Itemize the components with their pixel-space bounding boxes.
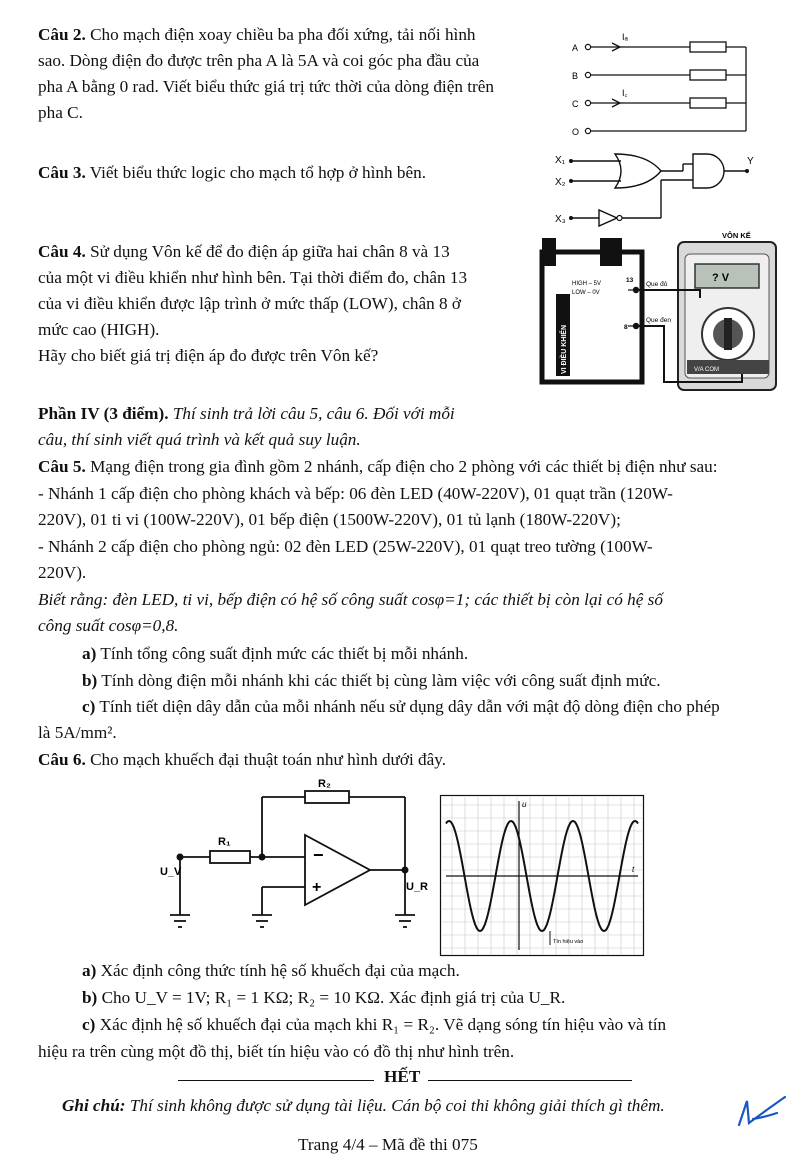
phase-a-label: A [572,43,579,53]
phase-b-label: B [572,71,579,81]
q4-line-2: của một vi điều khiển như hình bên. Tại thời điểm đo, chân 13 [38,268,468,287]
three-phase-circuit-figure [560,25,760,145]
meter-title: VÔN KẾ [722,231,751,240]
q2-line-2: sao. Dòng điện đo được trên pha A là 5A và coi góc pha đầu của [38,51,480,70]
u-axis-label: u [522,800,527,809]
q5-label: Câu 5. [38,457,86,476]
end-marker: HẾT [384,1067,421,1086]
red-probe-label: Que đỏ [646,281,668,288]
end-divider-right [428,1080,632,1081]
q6-c-text: Xác định hệ số khuếch đại của mạch khi R₁ = R₂. Vẽ dạng sóng tín hiệu vào và tín [99,1015,667,1034]
part4-label: Phần IV (3 điểm). [38,404,169,423]
q5-item-c [82,694,720,720]
q5-a-text: Tính tổng công suất định mức các thiết bị mỗi nhánh. [100,644,469,663]
current-ic-label: I꜀ [622,88,628,98]
q3-line [38,160,426,186]
q4-line-5: Hãy cho biết giá trị điện áp đo được trên Vôn kế? [38,346,379,365]
input-signal-graph [440,795,645,957]
q3-label: Câu 3. [38,163,86,182]
current-ia-label: Iₐ [622,32,628,42]
q6-item-a [82,958,460,984]
neutral-label: O [572,127,580,137]
q5-b-text: Tính dòng điện mỗi nhánh khi các thiết bị cùng làm việc với công suất định mức. [101,671,661,690]
q3-text: Viết biểu thức logic cho mạch tổ hợp ở hình bên. [89,163,427,182]
q5-first: Mạng điện trong gia đình gồm 2 nhánh, cấp điện cho 2 phòng với các thiết bị điện như sau: [90,457,718,476]
meter-display: ? V [712,272,730,284]
pin-8-label: 8 [624,324,628,331]
q5-line-3: 220V), 01 ti vi (100W-220V), 01 bếp điện (1500W-220V), 01 tủ lạnh (180W-220V); [38,510,621,529]
q6-item-b [82,985,565,1011]
q2-line-1 [38,22,476,48]
q6-item-c [82,1012,666,1038]
r2-label: R₂ [318,778,331,790]
part4-text-1: Thí sinh trả lời câu 5, câu 6. Đối với mỗi [172,404,455,423]
input-x1-label: X₁ [555,155,566,166]
q4-line-3: của vi điều khiển được lập trình ở mức thấp (LOW), chân 8 ở [38,294,461,313]
part4-line-2: câu, thí sinh viết quá trình và kết quả suy luận. [38,430,361,449]
q4-text-1: Sử dụng Vôn kế để đo điện áp giữa hai chân 8 và 13 [90,242,450,261]
signature-mark [735,1095,787,1131]
low-label: LOW – 0V [572,290,600,296]
mcu-label: VI ĐIỀU KHIỂN [561,324,568,374]
pin-13-label: 13 [626,277,634,284]
q4-line-4: mức cao (HIGH). [38,320,160,339]
op-amp-circuit-figure [150,775,435,950]
end-divider-left [178,1080,374,1081]
q5-a-label: a) [82,644,97,663]
phase-c-label: C [572,99,579,109]
q6-label: Câu 6. [38,750,86,769]
input-x2-label: X₂ [555,177,566,188]
svg-text:−: − [313,845,324,865]
q2-label: Câu 2. [38,25,86,44]
q4-line-1 [38,239,450,265]
q5-note-2: công suất cosφ=0,8. [38,616,179,635]
svg-text:+: + [312,879,322,896]
logic-circuit-figure [555,150,765,230]
input-x3-label: X₃ [555,214,566,225]
note-label: Ghi chú: [62,1096,126,1115]
black-probe-label: Que đen [646,317,671,324]
r1-label: R₁ [218,836,231,848]
note-text: Thí sinh không được sử dụng tài liệu. Cán bộ coi thi không giải thích gì thêm. [129,1096,665,1115]
q5-c-label: c) [82,697,96,716]
q5-line-4: - Nhánh 2 cấp điện cho phòng ngủ: 02 đèn LED (25W-220V), 01 quạt treo tường (100W- [38,537,653,556]
q6-a-label: a) [82,961,97,980]
t-axis-label: t [632,865,635,874]
q2-line-3: pha A bằng 0 rad. Viết biểu thức giá trị tức thời của dòng điện trên [38,77,494,96]
q6-b-text: Cho U_V = 1V; R₁ = 1 KΩ; R₂ = 10 KΩ. Xác định giá trị của U_R. [101,988,566,1007]
output-y-label: Y [747,156,754,167]
q5-line-1 [38,454,718,480]
uv-label: U_V [160,866,182,878]
voltmeter-microcontroller-figure [532,228,782,406]
ur-label: U_R [406,881,429,893]
q4-label: Câu 4. [38,242,86,261]
q5-c-text: Tính tiết diện dây dẫn của mỗi nhánh nếu sử dụng dây dẫn với mật độ dòng điện cho phép [99,697,720,716]
note-line [62,1093,665,1119]
q5-c-text-2: là 5A/mm². [38,723,117,742]
q5-item-b [82,668,661,694]
q2-text-1: Cho mạch điện xoay chiều ba pha đối xứng, tải nối hình [90,25,476,44]
q6-c-text-2: hiệu ra trên cùng một đồ thị, biết tín hiệu vào có đồ thị như hình trên. [38,1042,515,1061]
q6-text: Cho mạch khuếch đại thuật toán như hình dưới đây. [90,750,447,769]
q6-a-text: Xác định công thức tính hệ số khuếch đại của mạch. [100,961,460,980]
q5-b-label: b) [82,671,98,690]
q6-line [38,747,446,773]
high-label: HIGH – 5V [572,281,602,287]
q5-line-2: - Nhánh 1 cấp điện cho phòng khách và bếp: 06 đèn LED (40W-220V), 01 quạt trần (120W- [38,484,673,503]
com-label: V/A COM [694,367,720,373]
q5-item-a [82,641,468,667]
q2-line-4: pha C. [38,103,83,122]
q5-line-5: 220V). [38,563,87,582]
input-signal-label: Tín hiệu vào [553,939,584,945]
part4-line-1 [38,401,455,427]
q6-b-label: b) [82,988,98,1007]
q6-c-label: c) [82,1015,96,1034]
q5-note-1: Biết rằng: đèn LED, ti vi, bếp điện có hệ số công suất cosφ=1; các thiết bị còn lại có hệ số [38,590,663,609]
page-footer: Trang 4/4 – Mã đề thi 075 [298,1135,478,1154]
